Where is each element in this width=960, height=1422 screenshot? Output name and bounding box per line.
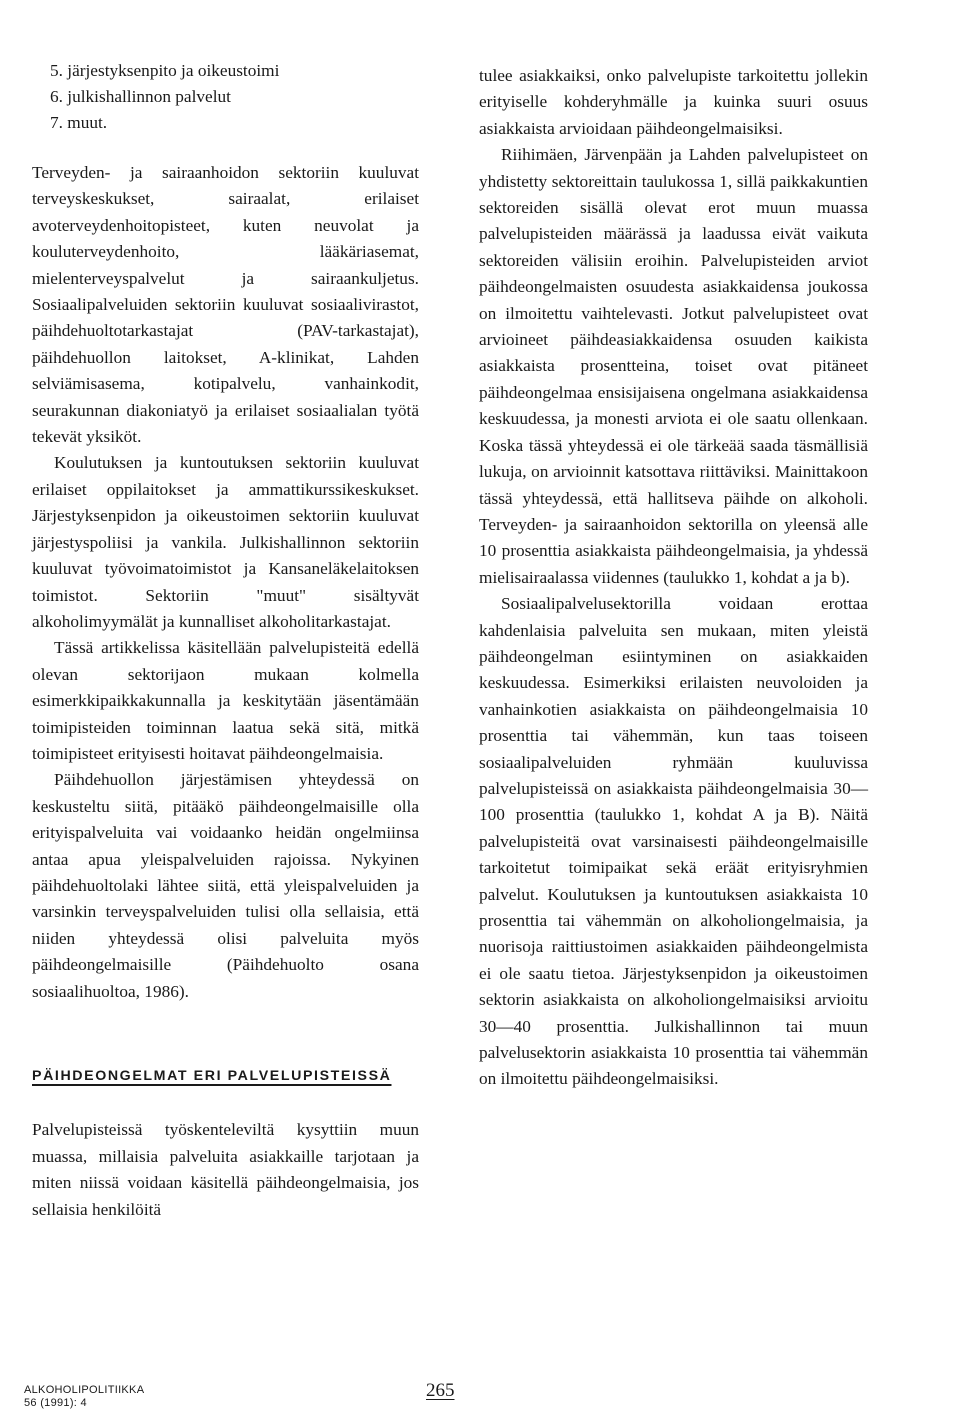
body-paragraph: Terveyden- ja sairaanhoidon sektoriin kuuluvat terveyskeskukset, sairaalat, erilaiset avoterveydenhoitopisteet, kuten neuvolat ja kouluterveydenhoito, lääkäriasemat, mielenterveyspalvelut ja sairaankuljetus. Sosiaalipalveluiden sektoriin kuuluvat sosiaalivirastot, päihdehuoltotarkastajat (PAV-tarkastajat), päihdehuollon laitokset, A-klinikat, Lahden selviämisasema, kotipalvelu, vanhainkodit, seurakunnan diakoniatyö ja erilaiset sosiaalialan työtä tekevät yksiköt. xyxy=(32,163,419,447)
body-paragraph: Koulutuksen ja kuntoutuksen sektoriin kuuluvat erilaiset oppilaitokset ja ammattikurssikeskukset. Järjestyksenpidon ja oikeustoimen sektoriin kuuluvat järjestyspoliisi ja vankila. Julkishallinnon sektoriin kuuluvat työvoimatoimistot ja Kansaneläkelaitoksen toimistot. Sektoriin "muut" sisältyvät alkoholimyymälät ja kunnalliset alkoholitarkastajat. xyxy=(32,453,419,631)
list-item: 6. julkishallinnon palvelut xyxy=(50,87,231,106)
body-paragraph: Tässä artikkelissa käsitellään palvelupisteitä edellä olevan sektorijaon mukaan kolmella esimerkkipaikkakunnalla ja keskitytään jäsentämään toimipisteiden toiminnan laatua sekä sitä, mitkä toimipisteet erityisesti hoitavat päihdeongelmaisia. xyxy=(32,638,419,763)
body-paragraph: Palvelupisteissä työskenteleviltä kysyttiin muun muassa, millaisia palveluita asiakkaille tarjotaan ja miten niissä voidaan käsitellä päihdeongelmaisia, jos sellaisia henkilöitä xyxy=(32,1120,419,1219)
sector-list xyxy=(32,58,419,136)
section-heading: PÄIHDEONGELMAT ERI PALVELUPISTEISSÄ xyxy=(32,1068,392,1084)
left-column xyxy=(32,58,419,1223)
journal-footer xyxy=(24,1384,144,1410)
list-item: 5. järjestyksenpito ja oikeustoimi xyxy=(50,61,280,80)
body-paragraph: Sosiaalipalvelusektorilla voidaan erottaa kahdenlaisia palveluita sen mukaan, miten yleistä päihdeongelman esiintyminen on asiakkaiden keskuudessa. Esimerkiksi erilaisten neuvoloiden ja vanhainkotien asiakkaista on päihdeongelmaisia 10 prosenttia tai vähemmän, kun taas toiseen sosiaalipalveluiden ryhmään kuuluvissa palvelupisteissä on asiakkaista päihdeongelmaisia 30—100 prosenttia (taulukko 1, kohdat A ja B). Näitä palvelupisteitä ovat varsinaisesti päihdeongelmaisille tarkoitetut toimipaikat sekä eräät erityisryhmien palvelut. Koulutuksen ja kuntoutuksen asiakkaista 10 prosenttia tai vähemmän on alkoholiongelmaisia, ja nuorisoja raittiustoimen asiakkaiden päihdeongelmista ei ole saatu tietoa. Järjestyksenpidon ja oikeustoimen sektorin asiakkaista on alkoholiongelmaisiksi arvioitu 30—40 prosenttia. Julkishallinnon tai muun palvelusektorin asiakkaista 10 prosenttia tai vähemmän on ilmoitettu päihdeongelmaisiksi. xyxy=(479,594,868,1089)
journal-name: ALKOHOLIPOLITIIKKA xyxy=(24,1384,145,1396)
page-number: 265 xyxy=(426,1380,455,1401)
journal-issue: 56 (1991): 4 xyxy=(24,1397,87,1409)
right-column xyxy=(479,63,868,1093)
body-paragraph: Päihdehuollon järjestämisen yhteydessä on keskusteltu siitä, pitääkö päihdeongelmaisille olla erityispalveluita vai voidaanko heidän ongelmiinsa antaa apua yleispalveluiden rajoissa. Nykyinen päihdehuoltolaki lähtee siitä, että yleispalveluiden ja varsinkin terveyspalveluiden tulisi olla sellaisia, että niiden yhteydessä olisi palveluita myös päihdeongelmaisille (Päihdehuolto osana sosiaalihuoltoa, 1986). xyxy=(32,770,419,1001)
body-paragraph: Riihimäen, Järvenpään ja Lahden palvelupisteet on yhdistetty sektoreittain taulukossa 1, sillä paikkakuntien sektoreiden sisällä olevat erot muun muassa palvelupisteiden määrässä ja laadussa eivät vaikuta sektoreiden välisiin eroihin. Palvelupisteiden arviot päihdeongelmaisten osuudesta asiakkaidensa joukossa on ilmoitettu vaihtelevasti. Jotkut palvelupisteet ovat arvioineet päihdeasiakkaidensa osuuden kaikista asiakkaista prosentteina, toiset ovat pitäneet päihdeongelmaa ensisijaisena ongelmana asiakkaidensa keskuudessa, ja monesti arviota ei ole saatu ollenkaan. Koska tässä yhteydessä ei ole tärkeää saada täsmällisiä lukuja, on arvioinnit katsottava riittäviksi. Mainittakoon tässä yhteydessä, että hallitseva päihde on alkoholi. Terveyden- ja sairaanhoidon sektorilla on yleensä alle 10 prosenttia asiakkaista päihdeongelmaisia, ja yhdessä mielisairaalassa viidennes (taulukko 1, kohdat a ja b). xyxy=(479,145,868,587)
body-paragraph: tulee asiakkaiksi, onko palvelupiste tarkoitettu jollekin erityiselle kohderyhmälle ja kuinka suuri osuus asiakkaista arvioidaan päihdeongelmaisiksi. xyxy=(479,66,868,138)
list-item: 7. muut. xyxy=(50,113,108,132)
